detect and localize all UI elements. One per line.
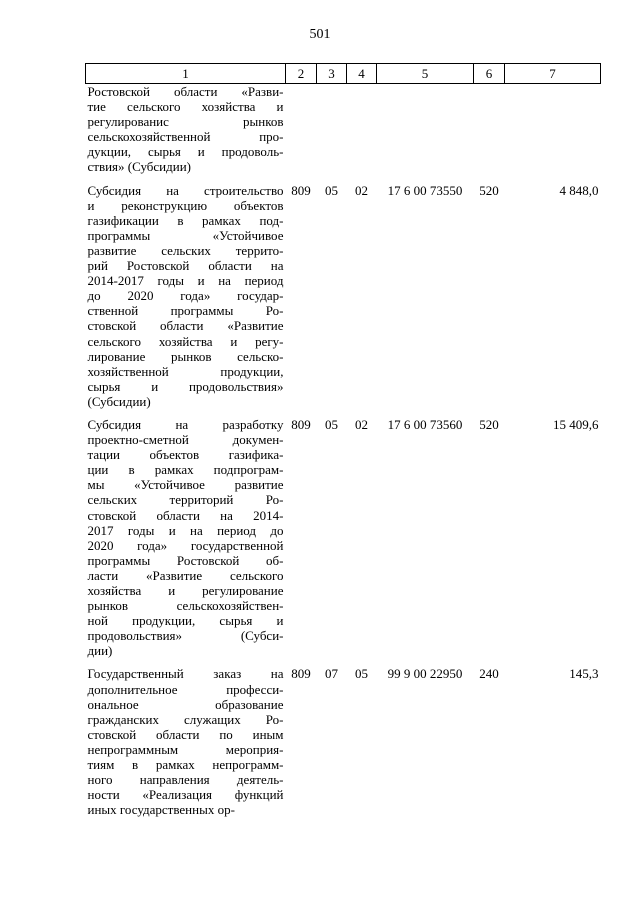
row-name-line: 2020 года» государственной [87,537,284,553]
cell-c4: 02 [355,182,368,198]
row-name-line: хозяйства и регулирование [87,583,284,598]
row-name-line: Ростовской области «Разви- [87,84,284,99]
row-name-line: ственной программы Ро- [87,303,284,319]
row-name-line: ствия» (Субсидии) [87,159,191,175]
cell-c5: 17 6 00 73560 [387,416,463,432]
row-name-line: развитие сельских террито- [87,242,284,258]
column-header: 6 [474,64,505,84]
column-header: 7 [505,64,601,84]
row-name [86,666,286,825]
budget-table [85,63,601,825]
row-name-line: программы Ростовской об- [87,552,284,568]
row-name-line: лирование рынков сельско- [87,348,284,364]
row-name-line: сельскохозяйственной про- [87,129,284,145]
column-header: 1 [86,64,286,84]
cell-c3 [317,84,347,183]
row-name-line: программы «Устойчивое [87,227,284,243]
row-name-line: Субсидия на строительство [87,182,284,198]
row-name-line: ности «Реализация функций [87,787,284,803]
cell-c3: 05 [325,182,338,198]
row-name-line: и реконструкцию объектов [87,197,284,213]
row-name-line: ного направления деятель- [87,772,284,788]
cell-c7: 145,3 [569,666,599,682]
cell-c2: 809 [291,182,311,198]
cell-c5: 99 9 00 22950 [387,666,463,682]
cell-c2: 809 [291,666,311,682]
row-name-line: 2017 годы и на период до [87,522,284,538]
row-name-line: ной продукции, сырья и [87,613,284,629]
column-header: 2 [286,64,317,84]
row-name-line: иных государственных ор- [87,802,235,818]
row-name-line: гражданских служащих Ро- [87,711,284,727]
row-name [86,417,286,667]
row-name-line: проектно-сметной докумен- [87,432,284,448]
row-name-line: дии) [87,643,113,659]
cell-c2 [286,84,317,183]
row-name-line: регулированис рынков [87,114,284,130]
row-name-line: сельского хозяйства и регу- [87,333,284,349]
cell-c7: 15 409,6 [553,416,599,432]
cell-c6 [474,84,505,183]
row-name-line: до 2020 года» государ- [87,288,284,304]
table-row [86,666,601,825]
row-name-line: продовольствия» (Субси- [87,628,284,644]
cell-c3: 07 [325,666,338,682]
column-header: 4 [347,64,377,84]
column-header: 5 [377,64,474,84]
row-name-line: Субсидия на разработку [87,416,284,432]
cell-c4 [347,84,377,183]
row-name-line: рынков сельскохозяйствен- [87,598,284,614]
row-name-line: ональное образование [87,696,284,712]
cell-c7 [505,84,601,183]
cell-c6: 520 [479,182,499,198]
row-name [86,183,286,417]
cell-c6: 240 [479,666,499,682]
row-name-line: стовской области «Развитие [87,318,284,334]
row-name-line: рий Ростовской области на [87,258,284,274]
row-name-line: сельских территорий Ро- [87,492,284,508]
cell-c5: 17 6 00 73550 [387,182,463,198]
cell-c4: 02 [355,416,368,432]
column-header: 3 [317,64,347,84]
row-name [86,84,286,183]
table-row [86,417,601,667]
row-name-line: тации объектов газифика- [87,447,284,463]
cell-c5 [377,84,474,183]
row-name-line: дукции, сырья и продоволь- [87,144,284,160]
row-name-line: тие сельского хозяйства и [87,99,284,115]
row-name-line: газификации в рамках под- [87,212,284,228]
table-row [86,84,601,183]
page-number: 501 [309,27,331,42]
row-name-line: дополнительное професси- [87,681,284,697]
cell-c6: 520 [479,416,499,432]
row-name-line: мы «Устойчивое развитие [87,477,284,493]
row-name-line: стовской области по иным [87,726,284,742]
row-name-line: ласти «Развитие сельского [87,567,284,583]
cell-c2: 809 [291,416,311,432]
row-name-line: Государственный заказ на [87,666,284,682]
row-name-line: непрограммным мероприя- [87,741,284,757]
row-name-line: 2014-2017 годы и на период [87,273,284,289]
row-name-line: тиям в рамках непрограмм- [87,757,284,773]
cell-c4: 05 [355,666,368,682]
row-name-line: хозяйственной продукции, [87,363,284,379]
table-header-row [86,64,601,84]
row-name-line: ции в рамках подпрограм- [87,462,284,478]
cell-c3: 05 [325,416,338,432]
row-name-line: сырья и продовольствия» [87,378,284,394]
table-row [86,183,601,417]
row-name-line: стовской области на 2014- [87,507,284,523]
row-name-line: (Субсидии) [87,393,151,409]
cell-c7: 4 848,0 [559,182,599,198]
